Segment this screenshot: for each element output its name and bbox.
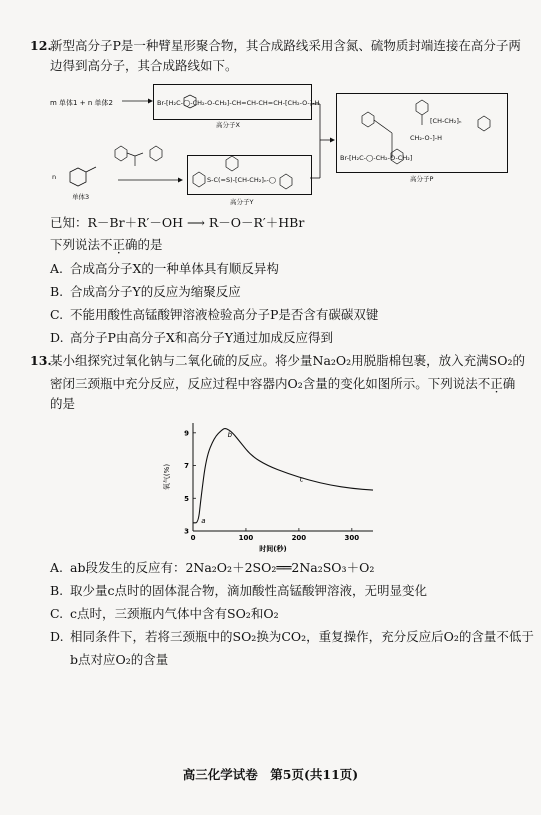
chart-axes <box>193 423 373 531</box>
q12-prompt <box>50 237 163 253</box>
y-tick-label: 5 <box>184 494 189 503</box>
q13-stem-line3: 的是 <box>50 396 76 411</box>
q13-option-d-text: 相同条件下，若将三颈瓶中的SO₂换为CO₂，重复操作，充分反应后O₂的含量不低于 <box>70 629 534 644</box>
q13-option-b-text: 取少量c点时的固体混合物，滴加酸性高锰酸钾溶液，无明显变化 <box>70 583 428 598</box>
chart-xlabel: 时间(秒) <box>259 545 287 553</box>
scheme-reactants: m 单体1 + n 单体2 <box>50 99 113 107</box>
chart-ylabel: 氧气(%) <box>163 463 171 491</box>
q12-option-a-key: A. <box>50 261 64 276</box>
q13-option-b-key: B. <box>50 583 64 598</box>
q13-option-a-text: ab段发生的反应有：2Na₂O₂＋2SO₂══2Na₂SO₃＋O₂ <box>70 560 375 575</box>
q12-option-b-key: B. <box>50 284 64 299</box>
oxygen-series-line <box>193 429 373 523</box>
polymer-p-formula-bot: Br-[H₂C-◯-CH₂-O-CH₂] <box>340 154 413 162</box>
q13-option-a-key: A. <box>50 560 64 575</box>
monomer3-label: 单体3 <box>72 193 90 201</box>
oxygen-chart <box>155 415 385 555</box>
q12-stem-line2: 边得到高分子，其合成路线如下。 <box>50 58 238 73</box>
polymer-y-box <box>187 155 312 195</box>
q12-stem-line1: 新型高分子P是一种臂星形聚合物，其合成路线采用含氮、硫物质封端连接在高分子两 <box>50 38 521 53</box>
x-tick-label: 200 <box>291 534 307 542</box>
polymer-x-formula: Br-[H₂C-◯-CH₂-O-CH₂]-CH=CH-CH=CH-[CH₂-O-]-H <box>157 99 320 107</box>
q12-prompt-post: 的是 <box>137 237 163 252</box>
q13-option-c-text: c点时，三颈瓶内气体中含有SO₂和O₂ <box>70 606 279 621</box>
q13-stem-line1: 某小组探究过氧化钠与二氧化硫的反应。将少量Na₂O₂用脱脂棉包裹，放入充满SO₂的 <box>50 353 525 368</box>
q13-stem-emph: 不正确 <box>477 376 516 391</box>
q12-known: 已知：R－Br＋R′－OH ⟶ R－O－R′＋HBr <box>50 215 305 230</box>
q13-number: 13. <box>30 353 52 368</box>
q12-number: 12. <box>30 38 52 53</box>
q13-stem-line2 <box>50 376 515 392</box>
chart-points <box>201 431 303 525</box>
x-tick-label: 100 <box>238 534 254 542</box>
polymer-p-formula-top: [CH-CH₂]ₙ <box>430 117 462 125</box>
monomer3-n: n <box>52 173 57 181</box>
point-label-c: c <box>299 475 304 484</box>
polymer-y-label: 高分子Y <box>230 198 254 206</box>
polymer-y-formula: S-C(=S)-[CH-CH₂]ₙ-◯ <box>207 176 277 184</box>
q12-option-d-text: 高分子P由高分子X和高分子Y通过加成反应得到 <box>70 330 334 345</box>
q13-option-d-cont: b点对应O₂的含量 <box>70 652 169 667</box>
y-tick-label: 9 <box>184 429 189 438</box>
q12-option-c-key: C. <box>50 307 64 322</box>
q13-option-d-key: D. <box>50 629 64 644</box>
x-tick-label: 300 <box>344 534 360 542</box>
q12-prompt-emph: 不正确 <box>100 237 138 252</box>
y-tick-label: 3 <box>184 527 189 536</box>
polymer-p-label: 高分子P <box>410 175 434 183</box>
q13-stem-line2-pre: 密闭三颈瓶中充分反应，反应过程中容器内O₂含量的变化如图所示。下列说法 <box>50 376 478 391</box>
page-footer: 高三化学试卷 第5页(共11页) <box>182 767 359 782</box>
q12-option-b-text: 合成高分子Y的反应为缩聚反应 <box>70 284 241 299</box>
x-tick-label: 0 <box>190 534 196 542</box>
q13-option-c-key: C. <box>50 606 64 621</box>
q12-option-a-text: 合成高分子X的一种单体具有顺反异构 <box>70 261 279 276</box>
q12-prompt-pre: 下列说法 <box>50 237 101 252</box>
y-tick-label: 7 <box>184 462 189 471</box>
polymer-x-label: 高分子X <box>216 121 240 129</box>
q12-option-d-key: D. <box>50 330 64 345</box>
point-label-a: a <box>201 516 206 525</box>
q12-option-c-text: 不能用酸性高锰酸钾溶液检验高分子P是否含有碳碳双键 <box>70 307 379 322</box>
point-label-b: b <box>227 430 233 439</box>
polymer-p-formula-mid: CH₂-O-]-H <box>410 134 442 142</box>
